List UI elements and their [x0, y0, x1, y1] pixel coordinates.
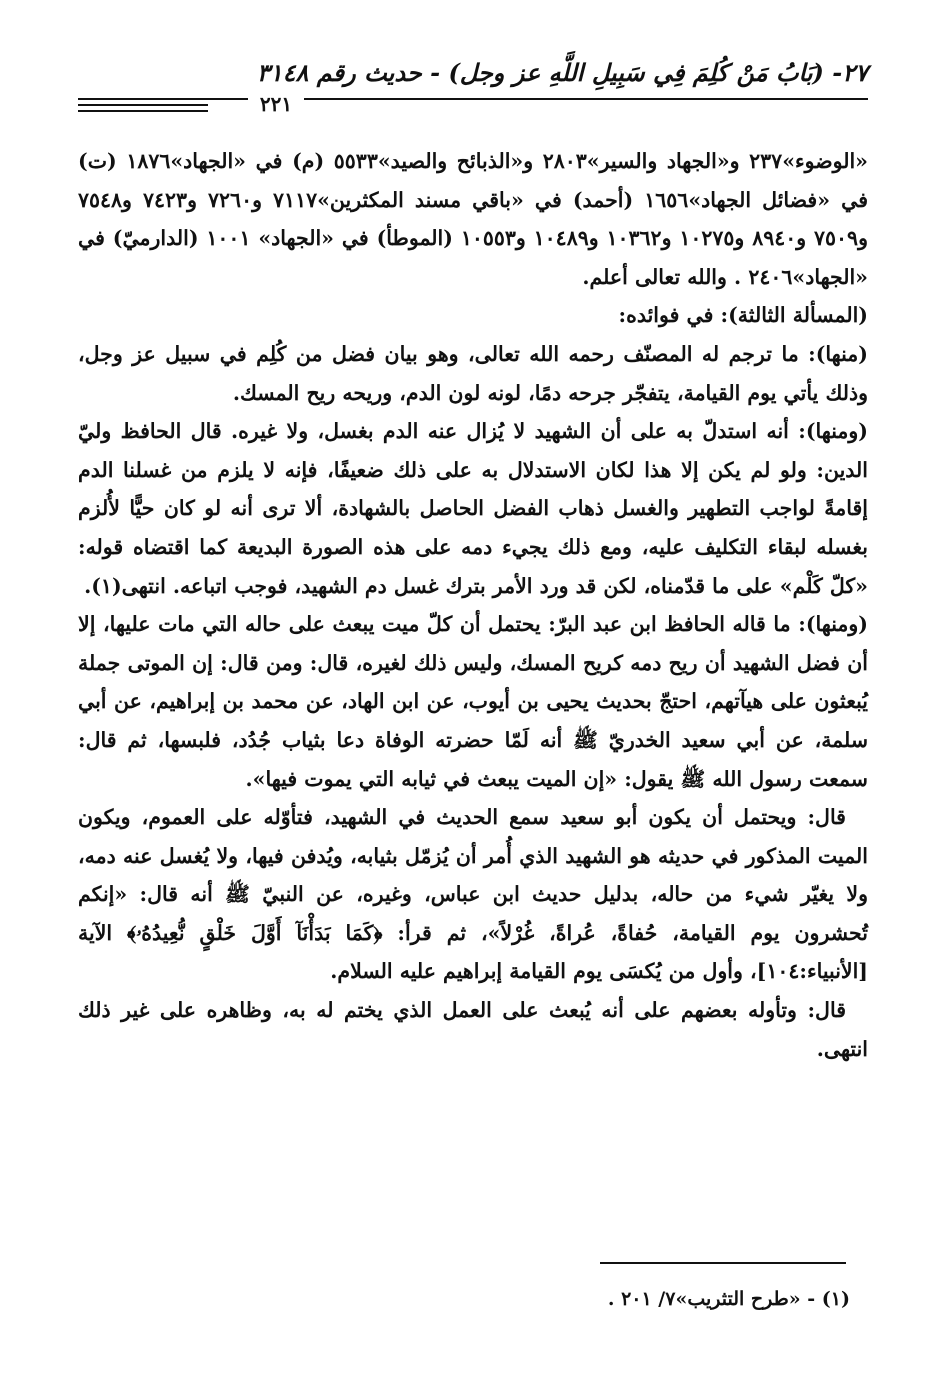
- footnote-separator: [600, 1262, 846, 1264]
- body-text: [78, 142, 868, 1068]
- page-number: ٢٢١: [248, 92, 304, 116]
- paragraph: (ومنها): أنه استدلّ به على أن الشهيد لا يُزال عنه الدم بغسل، ولا غيره. قال الحافظ وليّ الدين: ولو لم يكن إلا هذا لكان الاستدلال به على ذلك ضعيفًا، فإنه لا يلزم من غسلنا الدم إقامةً لواجب التطهير والغسل ذهاب الفضل الحاصل بالشهادة، ألا ترى أنه لو كان حيًّا لأُلزم بغسله لبقاء التكليف عليه، ومع ذلك يجيء دمه على هذه الصورة البديعة كما اقتضاه قوله: «كلّ كَلْم» على ما قدّمناه، لكن قد ورد الأمر بترك غسل دم الشهيد، فوجب اتباعه. انتهى(١).: [78, 419, 868, 598]
- header-rule: [78, 98, 868, 100]
- paragraph: قال: وتأوله بعضهم على أنه يُبعث على العمل الذي يختم له به، وظاهره على غير ذلك انتهى.: [78, 998, 868, 1061]
- page-number-rule: [78, 104, 208, 106]
- page-number-rule: [78, 110, 208, 112]
- page-header: [78, 58, 868, 118]
- section-heading: (المسألة الثالثة): في فوائده:: [618, 303, 868, 328]
- paragraph: (منها): ما ترجم له المصنّف رحمه الله تعالى، وهو بيان فضل من كُلِم في سبيل عز وجل، وذلك يأتي يوم القيامة، يتفجّر جرحه دمًا، لونه لون الدم، وريحه ريح المسك.: [78, 341, 868, 405]
- footnote: (١) - «طرح التثريب»٧/ ٢٠١ .: [607, 1288, 850, 1310]
- paragraph: (ومنها): ما قاله الحافظ ابن عبد البرّ: يحتمل أن كلّ ميت يبعث على حاله التي مات عليها، إلا أن فضل الشهيد أن ريح دمه كريح المسك، وليس ذلك لغيره، قال: ومن قال: إن الموتى جملة يُبعثون على هيآتهم، احتجّ بحديث يحيى بن أيوب، عن ابن الهاد، عن محمد بن إبراهيم، عن أبي سلمة، عن أبي سعيد الخدريّ ﷺ أنه لَمّا حضرته الوفاة دعا بثياب جُدُد، فلبسها، ثم قال: سمعت رسول الله ﷺ يقول: «إن الميت يبعث في ثيابه التي يموت فيها».: [78, 612, 868, 791]
- paragraph: قال: ويحتمل أن يكون أبو سعيد سمع الحديث في الشهيد، فتأوّله على العموم، ويكون الميت المذكور في حديثه هو الشهيد الذي أُمر أن يُزمّل بثيابه، ويُدفن فيها، ولا يُغسل عنه دمه، ولا يغيّر شيء من حاله، بدليل حديث ابن عباس، وغيره، عن النبيّ ﷺ أنه قال: «إنكم تُحشرون يوم القيامة، حُفاةً، عُراةً، غُرْلاً»، ثم قرأ: ﴿كَمَا بَدَأْنَآ أَوَّلَ خَلْقٍ نُّعِيدُهُۥ﴾ الآية [الأنبياء:١٠٤]، وأول من يُكسَى يوم القيامة إبراهيم عليه السلام.: [78, 805, 868, 984]
- running-title: ٢٧- (بَابُ مَنْ كُلِمَ فِي سَبِيلِ اللَّهِ عز وجل) - حديث رقم ٣١٤٨: [256, 58, 868, 87]
- paragraph: «الوضوء»٢٣٧ و«الجهاد والسير»٢٨٠٣ و«الذبائح والصيد»٥٥٣٣ (م) في «الجهاد»١٨٧٦ (ت) في «فضائل الجهاد»١٦٥٦ (أحمد) في «باقي مسند المكثرين»٧١١٧ و٧٢٦٠ و٧٤٢٣ و٧٥٤٨ و٧٥٠٩ و٨٩٤٠ و١٠٢٧٥ و١٠٣٦٢ و١٠٤٨٩ و١٠٥٥٣ (الموطأ) في «الجهاد» ١٠٠١ (الدارميّ) في «الجهاد»٢٤٠٦ . والله تعالى أعلم.: [78, 149, 868, 289]
